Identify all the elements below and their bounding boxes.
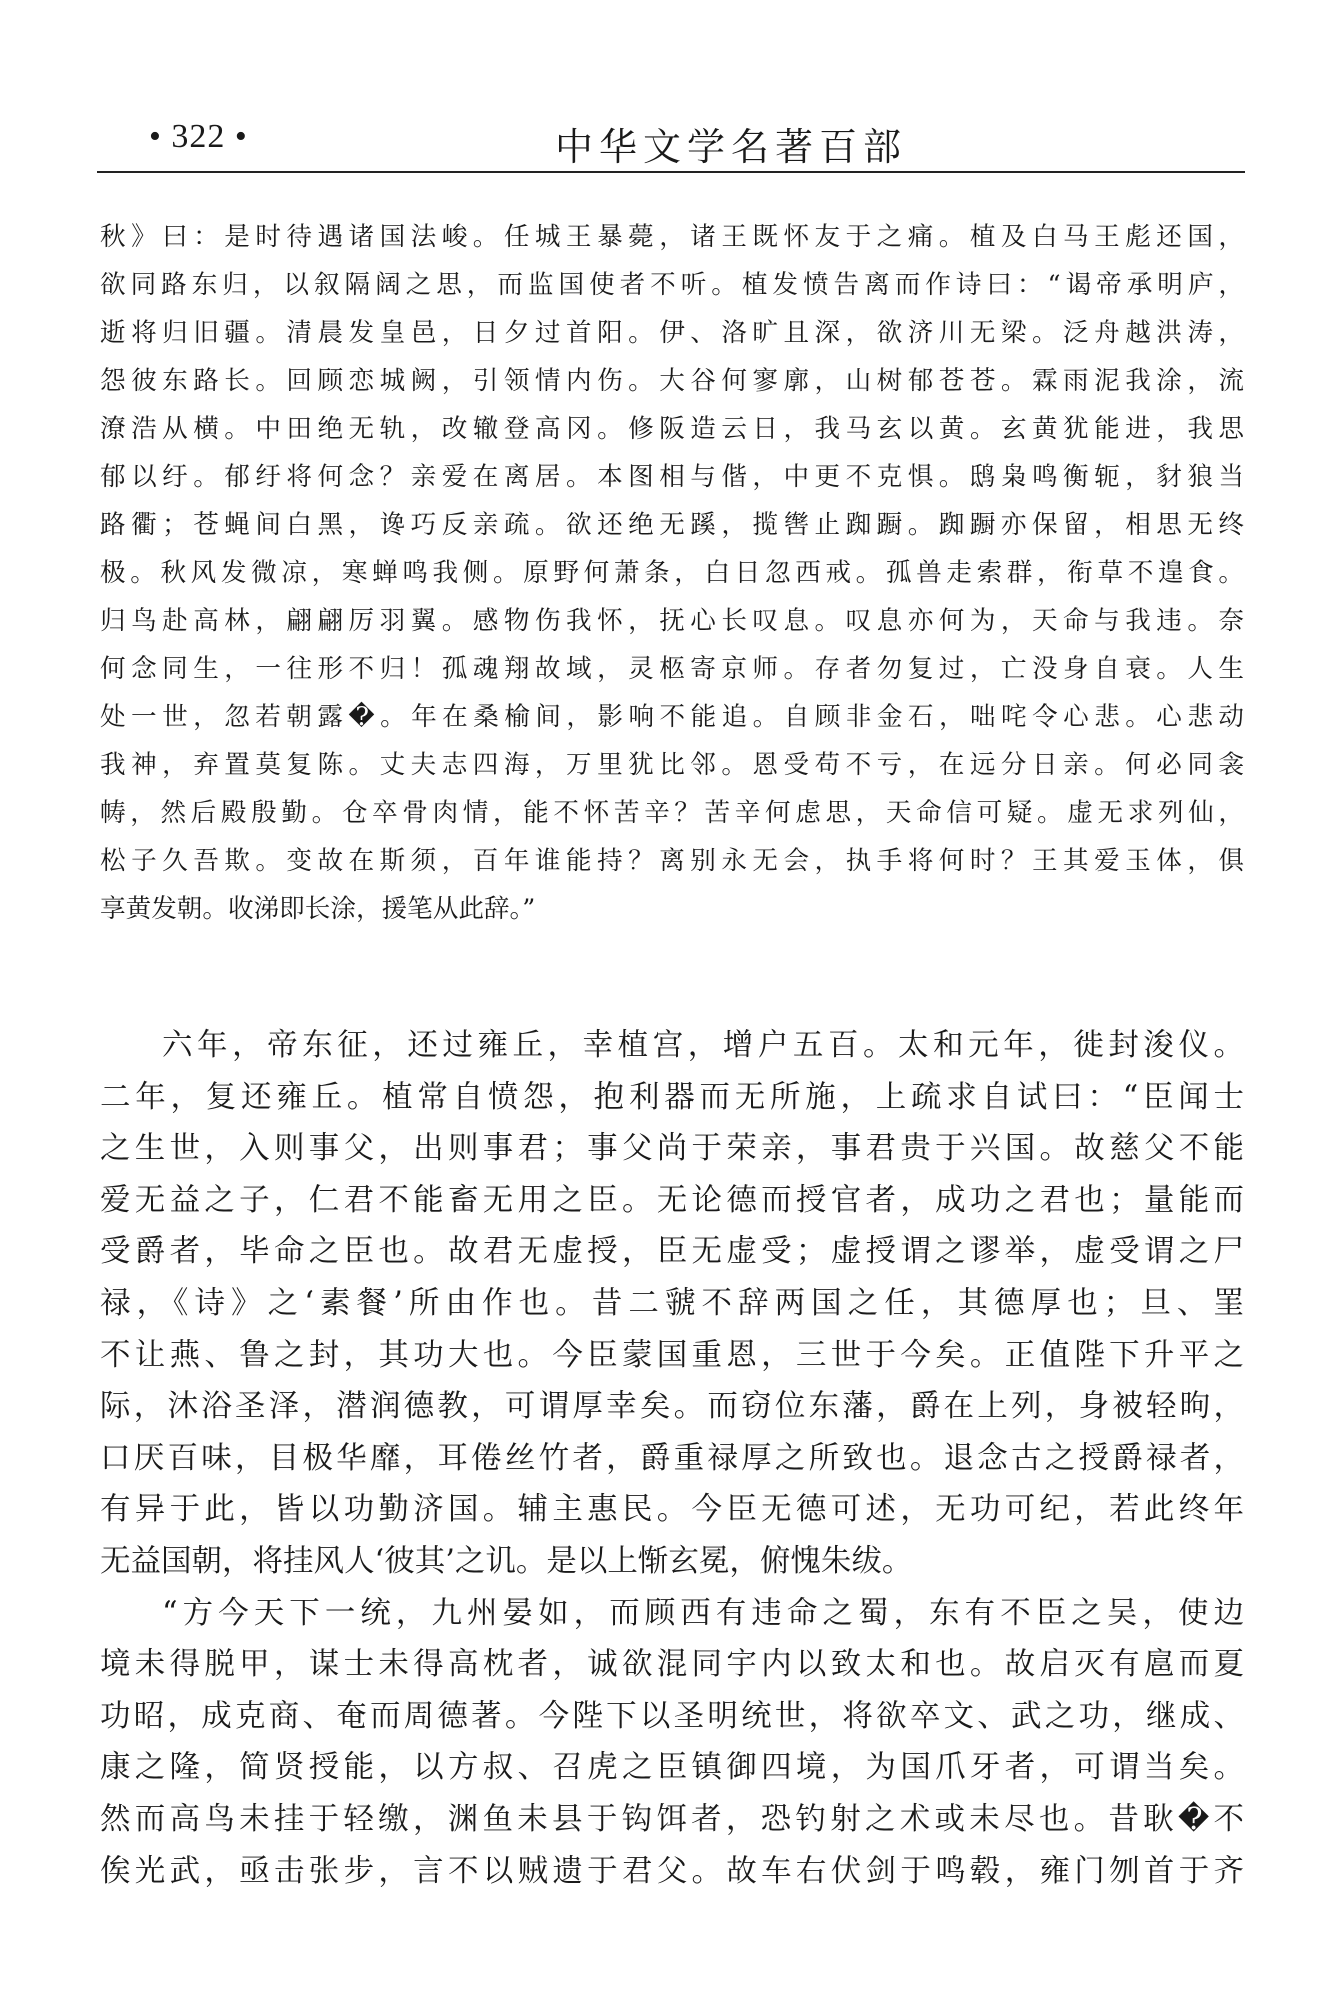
quoted-poem-block: [100, 213, 1244, 933]
body-line: 禄，《诗》之‘素餐’所由作也。昔二虢不辞两国之任，其德厚也；旦、罣: [100, 1285, 1244, 1321]
quote-line: 享黄发朝。收涕即长涂，援笔从此辞。”: [100, 894, 536, 924]
quote-line: 逝将归旧疆。清晨发皇邑，日夕过首阳。伊、洛旷且深，欲济川无梁。泛舟越洪涛，: [100, 318, 1244, 348]
body-line: 二年，复还雍丘。植常自愤怨，抱利器而无所施，上疏求自试曰：“臣闻士: [100, 1079, 1244, 1115]
body-line: 俟光武，亟击张步，言不以贼遗于君父。故车右伏剑于鸣毂，雍门刎首于齐: [100, 1853, 1244, 1889]
quote-line: 极。秋风发微凉，寒蝉鸣我侧。原野何萧条，白日忽西戒。孤兽走索群，衔草不遑食。: [100, 558, 1244, 588]
quote-line: 郁以纡。郁纡将何念？亲爱在离居。本图相与偕，中更不克惧。鸱枭鸣衡轭，豺狼当: [100, 462, 1244, 492]
quote-line: 潦浩从横。中田绝无轨，改辙登高冈。修阪造云日，我马玄以黄。玄黄犹能进，我思: [100, 414, 1244, 444]
body-line: 爱无益之子，仁君不能畜无用之臣。无论德而授官者，成功之君也；量能而: [100, 1182, 1244, 1218]
quote-line: 秋》曰：是时待遇诸国法峻。任城王暴薨，诸王既怀友于之痛。植及白马王彪还国，: [100, 222, 1244, 252]
quote-line: 我神，弃置莫复陈。丈夫志四海，万里犹比邻。恩受苟不亏，在远分日亲。何必同衾: [100, 750, 1244, 780]
quote-line: 怨彼东路长。回顾恋城阙，引领情内伤。大谷何寥廓，山树郁苍苍。霖雨泥我涂，流: [100, 366, 1244, 396]
book-title: 中华文学名著百部: [554, 125, 907, 169]
main-text-block: [100, 1020, 1244, 1897]
quote-line: 帱，然后殿殷勤。仓卒骨肉情，能不怀苦辛？苦辛何虑思，天命信可疑。虚无求列仙，: [100, 798, 1244, 828]
quote-line: 何念同生，一往形不归！孤魂翔故域，灵柩寄京师。存者勿复过，亡没身自衰。人生: [100, 654, 1244, 684]
page-header: [97, 106, 1245, 176]
body-line: 康之隆，简贤授能，以方叔、召虎之臣镇御四境，为国爪牙者，可谓当矣。: [100, 1750, 1244, 1786]
body-line: 际，沐浴圣泽，潜润德教，可谓厚幸矣。而窃位东藩，爵在上列，身被轻昫，: [100, 1389, 1244, 1425]
body-line: 口厌百味，目极华靡，耳倦丝竹者，爵重禄厚之所致也。退念古之授爵禄者，: [100, 1440, 1244, 1476]
quote-line: 路衢；苍蝇间白黑，谗巧反亲疏。欲还绝无蹊，揽辔止踟蹰。踟蹰亦保留，相思无终: [100, 510, 1244, 540]
page-number: • 322 •: [149, 118, 248, 155]
body-line: 之生世，入则事父，出则事君；事父尚于荣亲，事君贵于兴国。故慈父不能: [100, 1131, 1244, 1167]
body-line: 不让燕、鲁之封，其功大也。今臣蒙国重恩，三世于今矣。正值陛下升平之: [100, 1337, 1244, 1373]
body-line: 无益国朝，将挂风人‘彼其’之讥。是以上惭玄冕，俯愧朱绂。: [100, 1543, 913, 1579]
header-rule: [97, 171, 1245, 173]
body-line: 境未得脱甲，谋士未得高枕者，诚欲混同宇内以致太和也。故启灭有扈而夏: [100, 1647, 1244, 1683]
quote-line: 松子久吾欺。变故在斯须，百年谁能持？离别永无会，执手将何时？王其爱玉体，俱: [100, 846, 1244, 876]
body-line: 功昭，成克商、奄而周德著。今陛下以圣明统世，将欲卒文、武之功，继成、: [100, 1698, 1244, 1734]
body-line: 六年，帝东征，还过雍丘，幸植宫，增户五百。太和元年，徙封浚仪。: [162, 1028, 1244, 1063]
body-line: “方今天下一统，九州晏如，而顾西有违命之蜀，东有不臣之吴，使边: [162, 1595, 1244, 1631]
quote-line: 处一世，忽若朝露�。年在桑榆间，影响不能追。自顾非金石，咄咤令心悲。心悲动: [100, 702, 1244, 732]
body-line: 受爵者，毕命之臣也。故君无虚授，臣无虚受；虚授谓之谬举，虚受谓之尸: [100, 1234, 1244, 1270]
body-line: 有异于此，皆以功勤济国。辅主惠民。今臣无德可述，无功可纪，若此终年: [100, 1492, 1244, 1528]
quote-line: 欲同路东归，以叙隔阔之思，而监国使者不听。植发愤告离而作诗曰：“谒帝承明庐，: [100, 270, 1244, 300]
body-line: 然而高鸟未挂于轻缴，渊鱼未县于钩饵者，恐钓射之术或未尽也。昔耿�不: [100, 1801, 1244, 1837]
quote-line: 归鸟赴高林，翩翩厉羽翼。感物伤我怀，抚心长叹息。叹息亦何为，天命与我违。奈: [100, 606, 1244, 636]
